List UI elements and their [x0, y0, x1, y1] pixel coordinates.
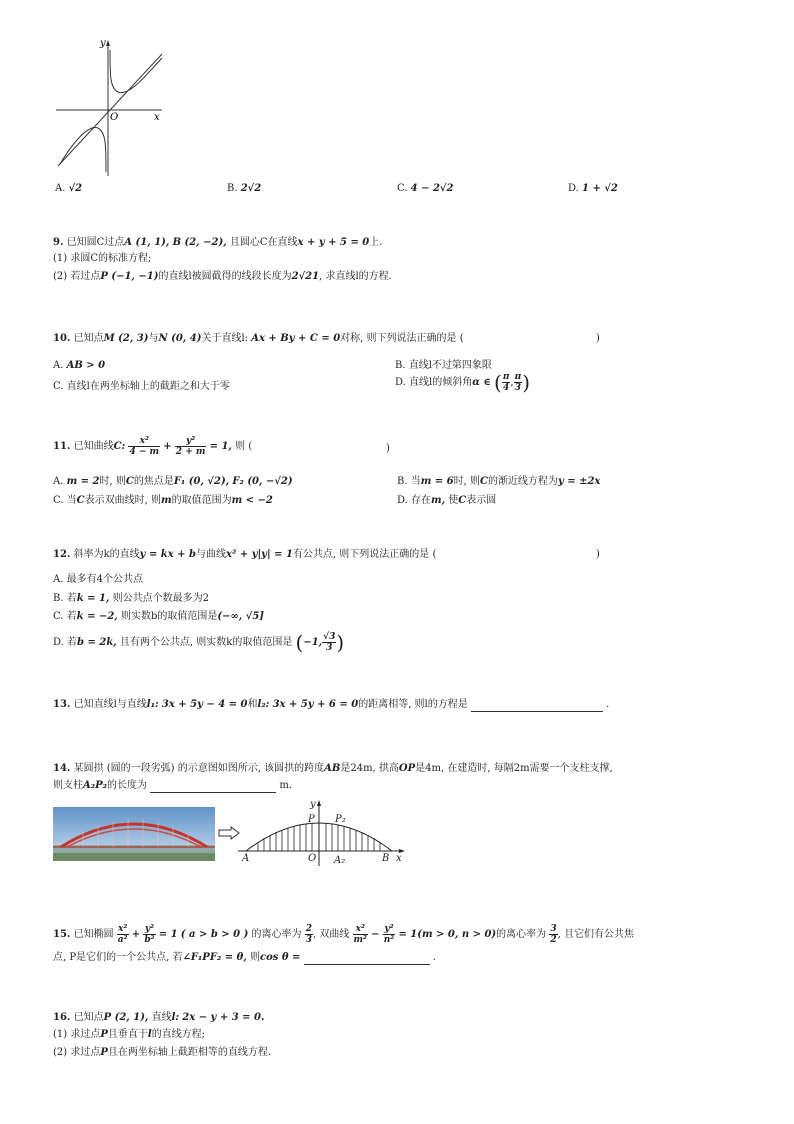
q8-option-b: B. 2√2: [227, 183, 262, 194]
x-label: x: [154, 112, 160, 123]
q10-option-c: C. 直线l在两坐标轴上的截距之和大于零: [53, 381, 230, 392]
diagram-p2-label: P₂: [335, 814, 346, 825]
q9-part1: (1) 求圆C的标准方程;: [53, 253, 152, 264]
arrow-icon: [218, 826, 240, 840]
q15-stem: 15. 已知椭圆 $\frac{\text{x²}}{\text{a²}}$ + $\frac{\text{y²}}{\text{b²}}$ = 1 ( a > b > 0 ) 的离心率为 $\frac{2}{3}$ , 双曲线 $\frac{\text{x²}}{\text{m²}}$ − $\frac{\text{y²}}{\text{n²}}$ = 1(m > 0, n > 0)的离心率为 $\frac{3}{2}$ , 且它们有公共焦: [53, 924, 634, 945]
q11-stem: 11. 已知曲线C: $\frac{\text{x²}}{4 - m}$ + $\frac{\text{y²}}{2 + m}$ = 1, 则 (: [53, 436, 253, 457]
q12-close-paren: ): [596, 549, 600, 560]
diagram-a2-label: A₂: [334, 855, 346, 866]
bridge-photo: [53, 807, 215, 861]
q16-stem: 16. 已知点P (2, 1), 直线l: 2x − y + 3 = 0.: [53, 1012, 265, 1023]
upper-branch: [110, 50, 162, 93]
lower-branch: [60, 127, 106, 172]
q8-option-d: D. 1 + √2: [568, 183, 618, 194]
q11-option-b: B. 当m = 6时, 则C的渐近线方程为y = ±2x: [397, 476, 601, 487]
q11-option-a: A. m = 2时, 则C的焦点是F₁ (0, √2), F₂ (0, −√2): [53, 476, 293, 487]
diagram-p-label: P: [308, 814, 315, 825]
function-graph: [50, 36, 170, 178]
q10-option-a: A. AB > 0: [53, 360, 106, 371]
q12-option-c: C. 若k = −2, 则实数b的取值范围是(−∞, √5]: [53, 611, 265, 622]
q12-option-b: B. 若k = 1, 则公共点个数最多为2: [53, 593, 209, 604]
diagram-a-label: A: [242, 853, 250, 864]
q14-stem: 14. 某圆拱 (圆的一段劣弧) 的示意图如图所示, 该圆拱的跨度AB是24m, 拱高OP是4m, 在建造时, 每隔2m需要一个支柱支撑,: [53, 763, 613, 774]
diagram-b-label: B: [382, 853, 390, 864]
q16-part1: (1) 求过点P且垂直于l的直线方程;: [53, 1029, 206, 1040]
q9-part2: (2) 若过点P (−1, −1)的直线l被圆截得的线段长度为2√21, 求直线l的方程.: [53, 271, 392, 282]
q9-stem: 9. 已知圆C过点A (1, 1), B (2, −2), 且圆心C在直线x + y + 5 = 0上.: [53, 237, 383, 248]
q13-answer-blank[interactable]: [471, 701, 603, 712]
origin-label: O: [110, 112, 119, 123]
q10-stem: 10. 已知点M (2, 3)与N (0, 4)关于直线l: Ax + By + C = 0对称, 则下列说法正确的是 (: [53, 333, 464, 344]
q11-option-d: D. 存在m, 使C表示圆: [397, 495, 497, 506]
diagram-x-label: x: [396, 853, 402, 864]
q15-answer-blank[interactable]: [304, 954, 430, 965]
arch-diagram: [238, 798, 408, 866]
diagram-y-label: y: [310, 799, 316, 810]
q8-option-c: C. 4 − 2√2: [397, 183, 454, 194]
q8-option-a: A. √2: [55, 183, 83, 194]
q12-option-a: A. 最多有4个公共点: [53, 574, 143, 585]
q16-part2: (2) 求过点P且在两坐标轴上截距相等的直线方程.: [53, 1047, 272, 1058]
q15-line2: 点, P是它们的一个公共点, 若∠F₁PF₂ = θ, 则cos θ = .: [53, 952, 436, 963]
q11-close-paren: ): [386, 443, 390, 454]
q12-option-d: D. 若b = 2k, 且有两个公共点, 则实数k的取值范围是 (−1, $\frac{√3}{3}$ ): [53, 630, 345, 655]
y-label: y: [100, 38, 106, 49]
q10-option-b: B. 直线l不过第四象限: [395, 360, 492, 371]
q11-option-c: C. 当C表示双曲线时, 则m的取值范围为m < −2: [53, 495, 273, 506]
q10-option-d: D. 直线l的倾斜角α ∈ ( $\frac{\pi}{4}$ , $\frac{\pi}{3}$ ): [395, 370, 531, 395]
q14-answer-blank[interactable]: [150, 782, 276, 793]
q12-stem: 12. 斜率为k的直线y = kx + b与曲线x² + y|y| = 1有公共点, 则下列说法正确的是 (: [53, 549, 437, 560]
q14-line2: 则支柱A₂P₂的长度为 m.: [53, 780, 293, 791]
diagram-o-label: O: [308, 853, 317, 864]
q10-close-paren: ): [596, 333, 600, 344]
q13-stem: 13. 已知直线l与直线l₁: 3x + 5y − 4 = 0和l₂: 3x + 5y + 6 = 0的距离相等, 则l的方程是 .: [53, 699, 610, 710]
